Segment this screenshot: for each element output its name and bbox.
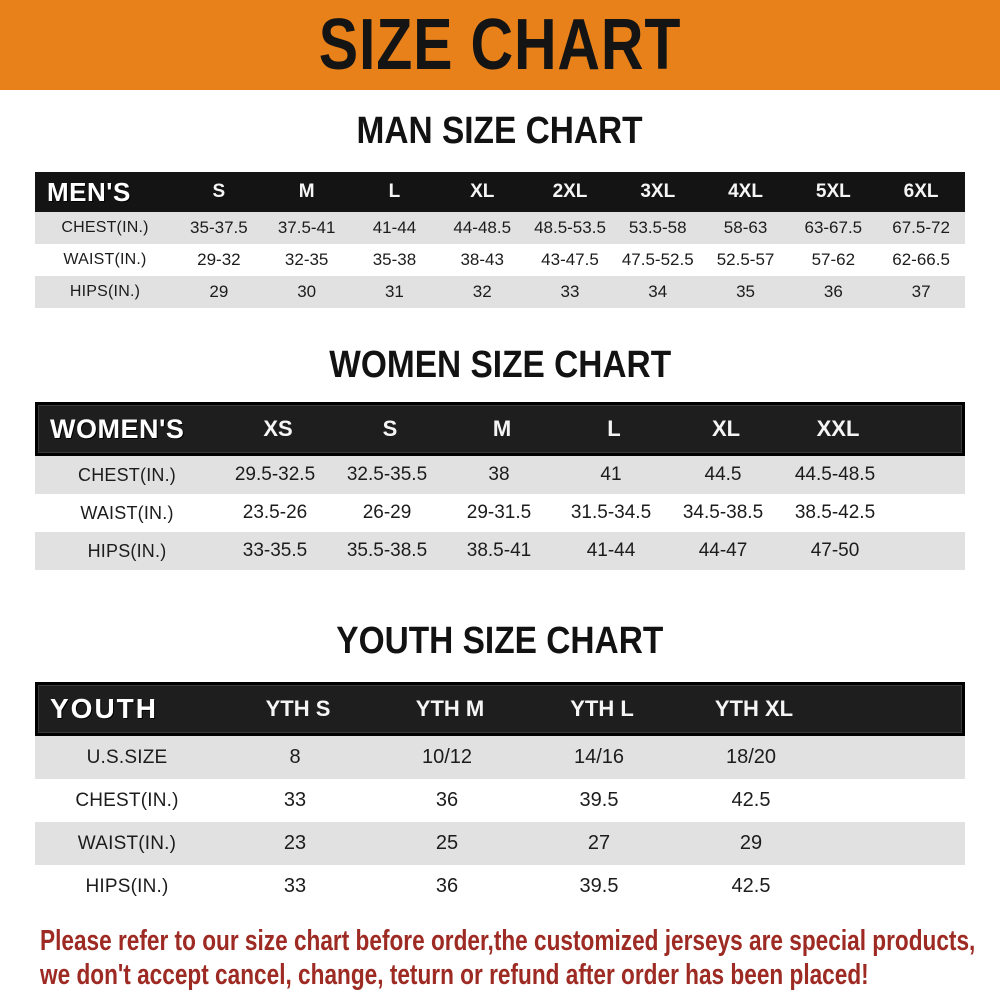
size-cell: 33 bbox=[560, 282, 580, 301]
banner-title: SIZE CHART bbox=[318, 5, 682, 85]
size-cell: 34.5-38.5 bbox=[682, 502, 764, 523]
size-chart-banner bbox=[0, 0, 1000, 90]
row-label: CHEST(IN.) bbox=[75, 789, 179, 811]
row-label: HIPS(IN.) bbox=[69, 283, 141, 300]
size-cell: 23 bbox=[283, 832, 307, 854]
size-col-header: YTH XL bbox=[714, 696, 794, 721]
size-cell: 14/16 bbox=[573, 746, 625, 768]
size-cell: 30 bbox=[297, 282, 317, 301]
size-cell: 23.5-26 bbox=[242, 502, 308, 523]
table-row bbox=[35, 736, 965, 779]
man-section-title bbox=[0, 108, 1000, 154]
size-cell: 35.5-38.5 bbox=[346, 540, 428, 561]
size-cell: 29-32 bbox=[197, 250, 241, 269]
size-cell: 31.5-34.5 bbox=[570, 502, 652, 523]
youth-section-title-text: YOUTH SIZE CHART bbox=[336, 620, 664, 662]
size-col-header: XL bbox=[470, 181, 495, 202]
table-row bbox=[35, 456, 965, 494]
size-col-header: YTH S bbox=[265, 696, 331, 721]
size-cell: 36 bbox=[823, 282, 843, 301]
disclaimer-line-1: Please refer to our size chart before order,the customized jerseys are special products, bbox=[40, 925, 976, 957]
size-cell: 41-44 bbox=[586, 540, 636, 561]
size-cell: 47-50 bbox=[810, 540, 860, 561]
size-cell: 44.5-48.5 bbox=[794, 464, 876, 485]
size-cell: 41 bbox=[600, 464, 622, 485]
corner-label: WOMEN'S bbox=[50, 413, 185, 444]
size-cell: 47.5-52.5 bbox=[621, 250, 694, 269]
size-cell: 42.5 bbox=[731, 789, 771, 811]
size-cell: 38.5-42.5 bbox=[794, 502, 876, 523]
size-cell: 35-37.5 bbox=[190, 218, 248, 237]
women-section-title-text: WOMEN SIZE CHART bbox=[329, 344, 671, 386]
row-label: U.S.SIZE bbox=[86, 746, 168, 768]
size-cell: 38.5-41 bbox=[466, 540, 532, 561]
size-cell: 35 bbox=[736, 282, 755, 301]
size-col-header: XL bbox=[711, 416, 741, 441]
table-row bbox=[35, 532, 965, 570]
row-label: WAIST(IN.) bbox=[77, 832, 177, 854]
corner-label: MEN'S bbox=[47, 176, 131, 207]
size-cell: 67.5-72 bbox=[892, 218, 950, 237]
disclaimer-line-2: we don't accept cancel, change, teturn or refund after order has been placed! bbox=[40, 959, 869, 991]
size-cell: 29 bbox=[209, 282, 229, 301]
size-col-header: L bbox=[388, 181, 401, 202]
disclaimer-note bbox=[40, 924, 1000, 992]
row-label: CHEST(IN.) bbox=[61, 219, 149, 236]
size-cell: 38-43 bbox=[460, 250, 504, 269]
size-cell: 34 bbox=[648, 282, 668, 301]
size-cell: 10/12 bbox=[421, 746, 473, 768]
size-cell: 26-29 bbox=[362, 502, 412, 523]
size-cell: 29 bbox=[739, 832, 763, 854]
size-cell: 29-31.5 bbox=[466, 502, 532, 523]
size-cell: 18/20 bbox=[725, 746, 777, 768]
size-cell: 39.5 bbox=[579, 789, 619, 811]
table-row bbox=[35, 276, 965, 308]
size-cell: 53.5-58 bbox=[628, 218, 687, 237]
size-col-header: S bbox=[382, 416, 398, 441]
size-cell: 42.5 bbox=[731, 875, 771, 897]
size-cell: 33 bbox=[283, 789, 307, 811]
size-cell: 38 bbox=[488, 464, 510, 485]
size-cell: 35-38 bbox=[372, 250, 417, 269]
table-row bbox=[35, 779, 965, 822]
size-col-header: 4XL bbox=[728, 181, 763, 202]
size-cell: 41-44 bbox=[372, 218, 417, 237]
table-row bbox=[35, 244, 965, 276]
size-col-header: S bbox=[212, 181, 226, 202]
size-cell: 25 bbox=[435, 832, 459, 854]
size-cell: 32-35 bbox=[284, 250, 329, 269]
size-col-header: 2XL bbox=[552, 181, 588, 202]
size-cell: 58-63 bbox=[723, 218, 768, 237]
size-cell: 36 bbox=[435, 875, 459, 897]
size-cell: 57-62 bbox=[811, 250, 856, 269]
size-cell: 37 bbox=[911, 282, 931, 301]
size-cell: 44.5 bbox=[704, 464, 742, 485]
size-cell: 33-35.5 bbox=[242, 540, 308, 561]
table-row bbox=[35, 822, 965, 865]
corner-label: YOUTH bbox=[50, 693, 158, 724]
row-label: WAIST(IN.) bbox=[80, 502, 174, 523]
size-col-header: 6XL bbox=[903, 181, 939, 202]
size-col-header: XXL bbox=[816, 416, 860, 441]
size-col-header: 3XL bbox=[640, 181, 676, 202]
size-cell: 31 bbox=[384, 282, 404, 301]
size-col-header: L bbox=[607, 416, 621, 441]
size-cell: 8 bbox=[289, 746, 301, 768]
size-cell: 43-47.5 bbox=[541, 250, 599, 269]
size-cell: 48.5-53.5 bbox=[534, 218, 606, 237]
row-label: HIPS(IN.) bbox=[87, 540, 167, 561]
size-cell: 44-48.5 bbox=[453, 218, 512, 237]
size-cell: 37.5-41 bbox=[277, 218, 336, 237]
table-row bbox=[35, 865, 965, 908]
size-cell: 33 bbox=[283, 875, 307, 897]
row-label: CHEST(IN.) bbox=[78, 464, 176, 485]
size-cell: 32.5-35.5 bbox=[346, 464, 428, 485]
size-col-header: M bbox=[492, 416, 512, 441]
size-cell: 44-47 bbox=[698, 540, 748, 561]
size-col-header: YTH M bbox=[415, 696, 485, 721]
size-cell: 27 bbox=[587, 832, 611, 854]
table-row bbox=[35, 494, 965, 532]
size-col-header: M bbox=[298, 181, 315, 202]
table-row bbox=[35, 212, 965, 244]
row-label: HIPS(IN.) bbox=[85, 875, 169, 897]
size-col-header: 5XL bbox=[815, 181, 851, 202]
youth-section-title bbox=[0, 618, 1000, 664]
size-cell: 29.5-32.5 bbox=[234, 464, 316, 485]
size-col-header: XS bbox=[263, 416, 293, 441]
row-label: WAIST(IN.) bbox=[63, 251, 147, 268]
youth-size-table bbox=[35, 682, 965, 908]
man-section-title-text: MAN SIZE CHART bbox=[356, 110, 644, 152]
women-size-table bbox=[35, 402, 965, 570]
size-cell: 62-66.5 bbox=[892, 250, 950, 269]
men-size-table bbox=[35, 172, 965, 308]
table-header-row bbox=[35, 172, 965, 212]
size-cell: 39.5 bbox=[579, 875, 619, 897]
table-header-row bbox=[35, 402, 965, 456]
size-cell: 63-67.5 bbox=[804, 218, 863, 237]
women-section-title bbox=[0, 342, 1000, 388]
size-cell: 32 bbox=[472, 282, 492, 301]
size-col-header: YTH L bbox=[570, 696, 634, 721]
table-header-row bbox=[35, 682, 965, 736]
size-cell: 52.5-57 bbox=[716, 250, 775, 269]
size-cell: 36 bbox=[435, 789, 459, 811]
